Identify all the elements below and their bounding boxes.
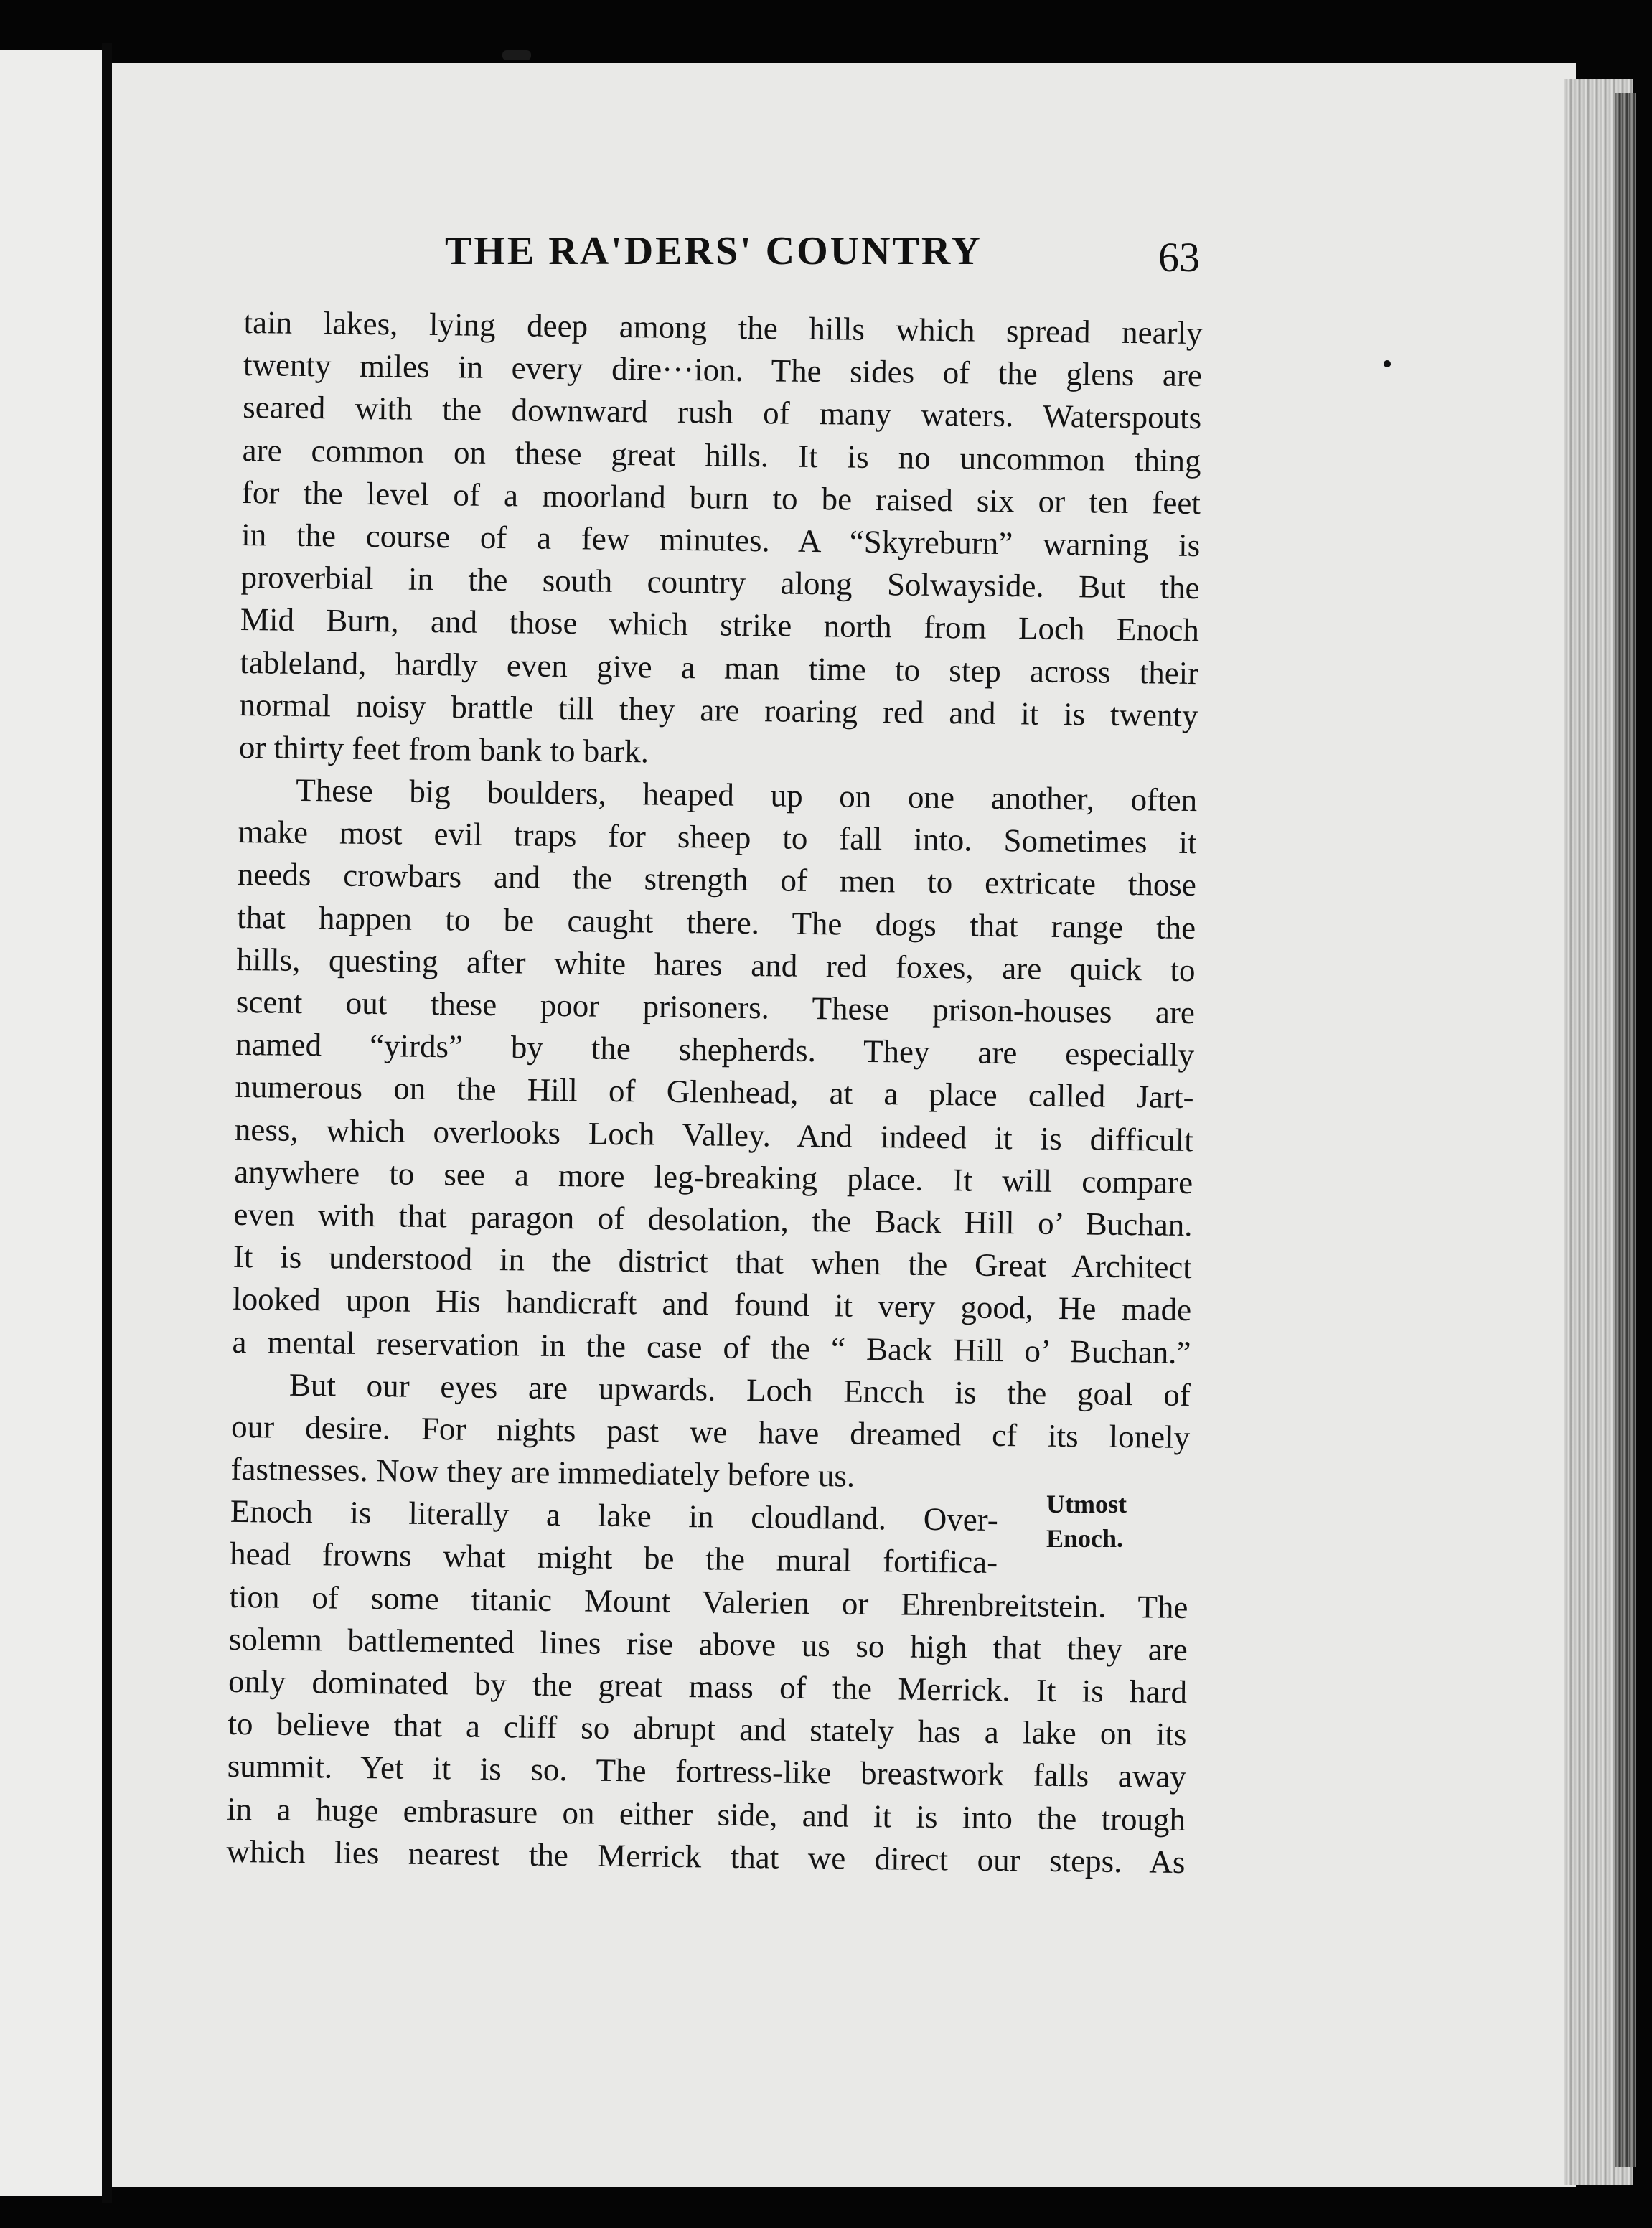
text-line: seared with the downward rush of many waters. Waterspouts [243,389,1202,436]
sidenote-line: Enoch. [1046,1524,1124,1553]
text-line: twenty miles in every dire···ion. The sides of the glens are [243,347,1203,394]
text-line: that happen to be caught there. The dogs that range the [236,898,1196,946]
text-line: a mental reservation in the case of the “ Back Hill o’ Buchan.” [232,1323,1191,1371]
text-line: only dominated by the great mass of the Merrick. It is hard [227,1663,1188,1711]
text-line: hills, questing after white hares and red foxes, are quick to [236,941,1196,988]
book-gutter [102,43,112,2203]
margin-sidenote [1046,1487,1127,1556]
text-line: ness, which overlooks Loch Valley. And indeed it is difficult [234,1111,1194,1158]
text-line: in the course of a few minutes. A “Skyreburn” warning is [241,516,1201,564]
ink-speck [1384,360,1391,367]
text-line: or thirty feet from bank to bark. [238,728,649,770]
page-stack-shadow [1615,93,1636,2167]
paragraph-start-line: But our eyes are upwards. Loch Encch is the goal of [288,1366,1191,1413]
text-line: fastnesses. Now they are immediately before us. [230,1450,855,1494]
facing-page-edge [0,50,102,2196]
text-line: even with that paragon of desolation, the Back Hill o’ Buchan. [233,1195,1193,1244]
paragraph-start-line: These big boulders, heaped up on one another, often [295,771,1198,819]
text-line: tion of some titanic Mount Valerien or Ehrenbreitstein. The [229,1578,1188,1625]
text-line: head frowns what might be the mural fortifica- [229,1536,998,1581]
sidenote-line: Utmost [1046,1490,1127,1518]
text-line: our desire. For nights past we have dreamed cf its lonely [230,1408,1191,1455]
text-line: looked upon His handicraft and found it very good, He made [232,1281,1192,1328]
text-line: scent out these poor prisoners. These prison-houses are [235,983,1196,1031]
text-line: summit. Yet it is so. The fortress-like breastwork falls away [227,1748,1187,1795]
text-line: tain lakes, lying deep among the hills which spread nearly [243,304,1203,352]
text-line: needs crowbars and the strength of men to extricate those [237,856,1197,903]
running-head: THE RA'DERS' COUNTRY [445,229,982,273]
text-line: named “yirds” by the shepherds. They are especially [235,1026,1195,1073]
body-text [226,301,1203,1884]
text-line: tableland, hardly even give a man time to step across their [240,644,1199,691]
text-line: which lies nearest the Merrick that we direct our steps. As [226,1833,1186,1880]
page-number: 63 [1158,234,1200,281]
text-line: in a huge embrasure on either side, and it is into the trough [226,1790,1186,1838]
text-line: anywhere to see a more leg-breaking place. It will compare [233,1153,1193,1200]
text-line: proverbial in the south country along Solwayside. But the [240,559,1200,606]
text-line: normal noisy brattle till they are roaring red and it is twenty [239,686,1198,733]
text-line: Enoch is literally a lake in cloudland. Over- [230,1493,999,1538]
text-line: are common on these great hills. It is no uncommon thing [242,431,1201,479]
text-line: numerous on the Hill of Glenhead, at a place called Jart- [235,1068,1194,1116]
text-line: to believe that a cliff so abrupt and stately has a lake on its [227,1706,1187,1753]
binding-mark [502,50,531,60]
text-line: make most evil traps for sheep to fall into. Sometimes it [238,814,1197,861]
text-line: solemn battlemented lines rise above us so high that they are [228,1620,1188,1668]
text-line: for the level of a moorland burn to be raised six or ten feet [241,474,1201,521]
text-line: Mid Burn, and those which strike north from Loch Enoch [240,601,1200,649]
text-line: It is understood in the district that when the Great Architect [233,1238,1193,1286]
